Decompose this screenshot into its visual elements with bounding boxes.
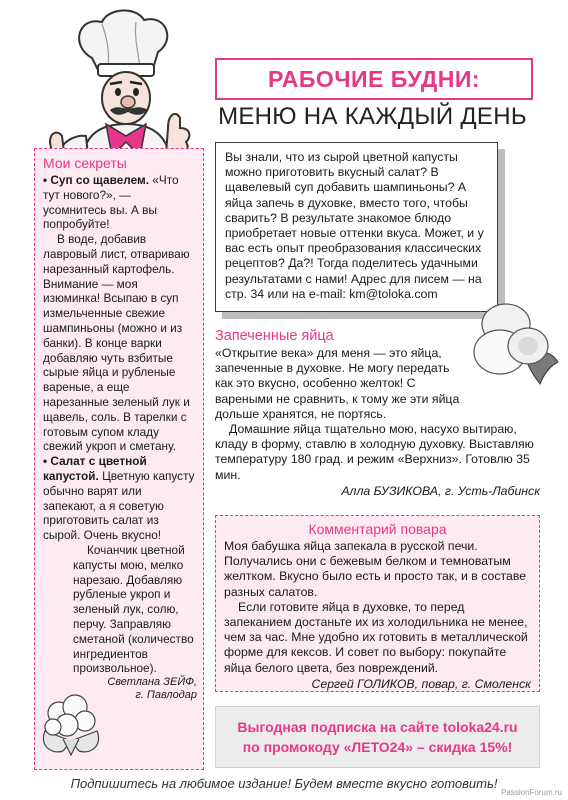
signature-name: Светлана ЗЕЙФ, bbox=[107, 676, 197, 689]
chef-comment-signature: Сергей ГОЛИКОВ, повар, г. Смоленск bbox=[311, 676, 531, 691]
my-secrets-title: Мои секреты bbox=[43, 155, 127, 171]
chef-comment-box bbox=[215, 515, 540, 692]
baked-eggs-signature: Алла БУЗИКОВА, г. Усть-Лабинск bbox=[341, 483, 540, 498]
my-secrets-panel bbox=[34, 148, 204, 770]
recipe2-body: Кочанчик цветной капусты мою, мелко нарезаю. Добавляю рубленые укроп и зеленый лук, солю, перчу. Заправляю сметаной (количество ингредиентов произвольное). bbox=[73, 542, 194, 676]
baked-eggs-para2: Домашние яйца тщательно мою, насухо вытираю, кладу в форму, ставлю в холодную духовку. Выставляю температуру 180 град. и режим «Верхниз». Готовлю 35 мин. bbox=[215, 422, 534, 482]
recipe1-intro: «Что тут нового?», — усомнитесь вы. А вы попробуйте! bbox=[43, 173, 179, 232]
recipe1-body: В воде, добавив лавровый лист, отвариваю нарезанный картофель. Внимание — моя изюминка! Всыпаю в суп измельченные свежие шампиньоны (можно и из банки). В конце варки добавляю чуть взбитые сырые яйца и рубленые вареные, а еще нарезанные зеленый лук и щавель, соль. В тарелки с готовым супом кладу свежий укроп и сметану. bbox=[43, 232, 190, 454]
promo-line2: по промокоду «ЛЕТО24» – скидка 15%! bbox=[242, 739, 513, 755]
subscription-promo-banner[interactable] bbox=[215, 706, 540, 768]
watermark: PassionForum.ru bbox=[501, 788, 562, 797]
promo-line1: Выгодная подписка на сайте toloka24.ru bbox=[237, 719, 518, 735]
cauliflower-illustration bbox=[39, 691, 103, 757]
page-title: РАБОЧИЕ БУДНИ: bbox=[267, 65, 481, 92]
chef-comment-para2: Если готовите яйца в духовке, то перед запеканием достаньте их из холодильника не менее, чем за час. Мне удобно их готовить в металлической форме для кексов. И совет по выбору: покупайте яйца белого цвета, без повреждений. bbox=[224, 599, 528, 675]
chef-comment-title: Комментарий повара bbox=[308, 521, 447, 537]
signature-city: г. Павлодар bbox=[135, 689, 197, 702]
baked-eggs-title: Запеченные яйца bbox=[215, 328, 334, 344]
footer-slogan: Подпишитесь на любимое издание! Будем вместе вкусно готовить! bbox=[70, 776, 498, 791]
baked-eggs-section bbox=[215, 346, 540, 499]
baked-eggs-para1: «Открытие века» для меня — это яйца, запеченные в духовке. Не могу передать как это вкусно, особенно желток! С вареными не сравнить, к тому же эти яйца дольше хранятся, не портясь. bbox=[215, 346, 460, 421]
recipe2-intro: Цветную капусту обычно варят или запекают, а я советую приготовить салат из сырой. Очень вкусно! bbox=[43, 468, 195, 543]
intro-text: Вы знали, что из сырой цветной капусты можно приготовить вкусный салат? В щавелевый суп добавить шампиньоны? А яйца запечь в духовке, вместо того, чтобы сварить? В результате знакомое блюдо приобретает новые оттенки вкуса. Может, и у вас есть опыт преобразования классических рецептов? Да?! Тогда поделитесь удачными результатами с нами! Адрес для писем — на стр. 34 или на e-mail: km@toloka.com bbox=[225, 150, 484, 301]
title-box bbox=[215, 58, 533, 100]
recipe1-heading: • Суп со щавелем. bbox=[43, 173, 149, 187]
recipe2-heading: • Салат с цветной капустой. bbox=[43, 454, 147, 483]
page-subtitle: МЕНЮ НА КАЖДЫЙ ДЕНЬ bbox=[218, 103, 527, 130]
intro-box bbox=[215, 142, 498, 312]
chef-comment-para1: Моя бабушка яйца запекала в русской печи. Получались они с бежевым белком и темноватым желтком. Вкусно было есть и просто так, и в составе разных салатов. bbox=[224, 539, 527, 599]
